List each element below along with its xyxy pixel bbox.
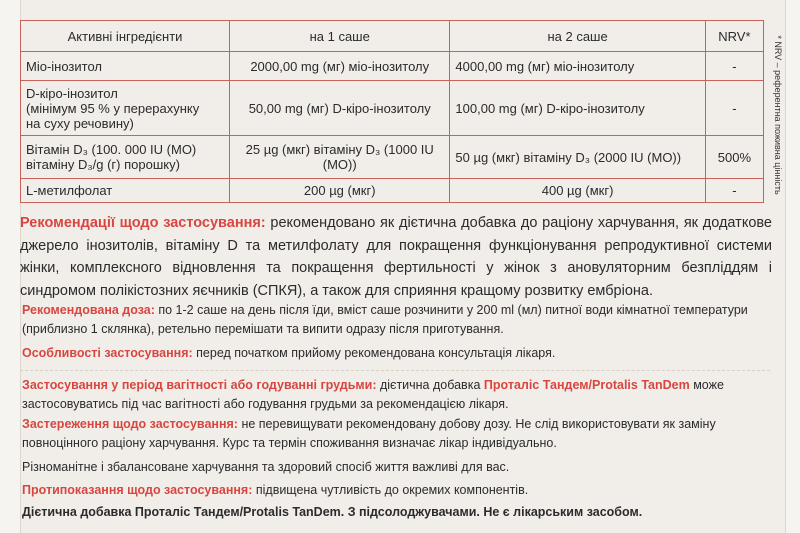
table-header-row	[21, 21, 764, 52]
nrv-value: -	[705, 179, 763, 203]
contraindications-text: підвищена чутливість до окремих компонентів.	[252, 483, 529, 497]
header-sachet-1: на 1 саше	[230, 21, 450, 52]
ingredient-name	[21, 81, 230, 136]
ingredient-name: Міо-інозитол	[21, 52, 230, 81]
features-text: перед початком прийому рекомендована консультація лікаря.	[192, 346, 556, 360]
dose-paragraph	[22, 301, 770, 338]
sachet-1-value: 25 µg (мкг) вітаміну D₃ (1000 IU (МО))	[230, 136, 450, 179]
nrv-footnote-text: * NRV – референтна поживна цінність	[773, 35, 783, 195]
left-frame	[0, 0, 21, 533]
table-row	[21, 179, 764, 203]
sachet-2-value: 100,00 mg (мг) D-кіро-інозитолу	[450, 81, 705, 136]
sachet-1-value: 2000,00 mg (мг) міо-інозитолу	[230, 52, 450, 81]
contraindications-paragraph	[22, 481, 770, 500]
ingredient-name-line: на суху речовину)	[26, 115, 134, 131]
features-label: Особливості застосування:	[22, 346, 193, 360]
nrv-value: -	[705, 81, 763, 136]
ingredient-name: L-метилфолат	[21, 179, 230, 203]
brand-name: Проталіс Тандем/Protalis TanDem	[483, 378, 690, 392]
ingredient-name	[21, 136, 230, 179]
pregnancy-text-after: може застосовуватись під час вагітності або годування грудьми за рекомендацією лікаря.	[22, 378, 724, 411]
ingredient-name-line: (мінімум 95 % у перерахунку	[26, 100, 200, 116]
ingredient-name-line: Вітамін D₃ (100. 000 IU (МО)	[26, 142, 197, 157]
contraindications-label: Протипоказання щодо застосування:	[22, 483, 253, 497]
pregnancy-paragraph	[22, 376, 770, 413]
ingredients-table	[20, 20, 764, 203]
features-paragraph	[22, 344, 770, 363]
header-ingredients: Активні інгредієнти	[21, 21, 230, 52]
diet-note: Різноманітне і збалансоване харчування та здоровий спосіб життя важливі для вас.	[22, 460, 510, 474]
warnings-label: Застереження щодо застосування:	[22, 417, 238, 431]
recommendations-label: Рекомендації щодо застосування:	[20, 215, 266, 231]
nrv-footnote	[771, 20, 785, 210]
sachet-1-value: 200 µg (мкг)	[230, 179, 450, 203]
warnings-text: не перевищувати рекомендовану добову дозу. Не слід використовувати як заміну повноцінного раціону харчування. Курс та термін споживання визначає лікар індивідуально.	[22, 417, 716, 450]
section-divider	[20, 370, 770, 371]
ingredient-name-line: D-кіро-інозитол	[26, 85, 118, 101]
footer-statement: Дієтична добавка Проталіс Тандем/Protalis TanDem. З підсолоджувачами. Не є лікарським засобом.	[22, 505, 643, 519]
pregnancy-label: Застосування у період вагітності або годуванні грудьми:	[22, 378, 377, 392]
warnings-paragraph	[22, 415, 770, 452]
header-sachet-2: на 2 саше	[450, 21, 705, 52]
table-row	[21, 81, 764, 136]
right-frame	[785, 0, 800, 533]
recommendations-text: рекомендовано як дієтична добавка до раціону харчування, як додаткове джерело інозитолів, вітаміну D та метилфолату для покращення функціонування репродуктивної системи жінки, комплексного відновлення та покращення фертильності у жінок з ановуляторним безпліддям і синдромом полікістозних яєчників (СПКЯ), а також для сприяння кращому розвитку ембріона.	[20, 215, 772, 299]
sachet-1-value: 50,00 mg (мг) D-кіро-інозитолу	[230, 81, 450, 136]
table-row	[21, 136, 764, 179]
dose-text: по 1-2 саше на день після їди, вміст саше розчинити у 200 ml (мл) питної води кімнатної температури (приблизно 1 склянка), ретельно перемішати та випити одразу після приготування.	[22, 303, 748, 336]
sachet-2-value: 4000,00 mg (мг) міо-інозитолу	[450, 52, 705, 81]
header-nrv: NRV*	[705, 21, 763, 52]
sachet-2-value: 400 µg (мкг)	[450, 179, 705, 203]
sachet-2-value: 50 µg (мкг) вітаміну D₃ (2000 IU (МО))	[450, 136, 705, 179]
ingredient-name-line: вітаміну D₃/g (г) порошку)	[26, 157, 180, 172]
recommendations-paragraph	[20, 212, 772, 302]
pregnancy-text-before: дієтична добавка	[376, 378, 484, 392]
table-row	[21, 52, 764, 81]
nrv-value: 500%	[705, 136, 763, 179]
nrv-value: -	[705, 52, 763, 81]
dose-label: Рекомендована доза:	[22, 303, 155, 317]
